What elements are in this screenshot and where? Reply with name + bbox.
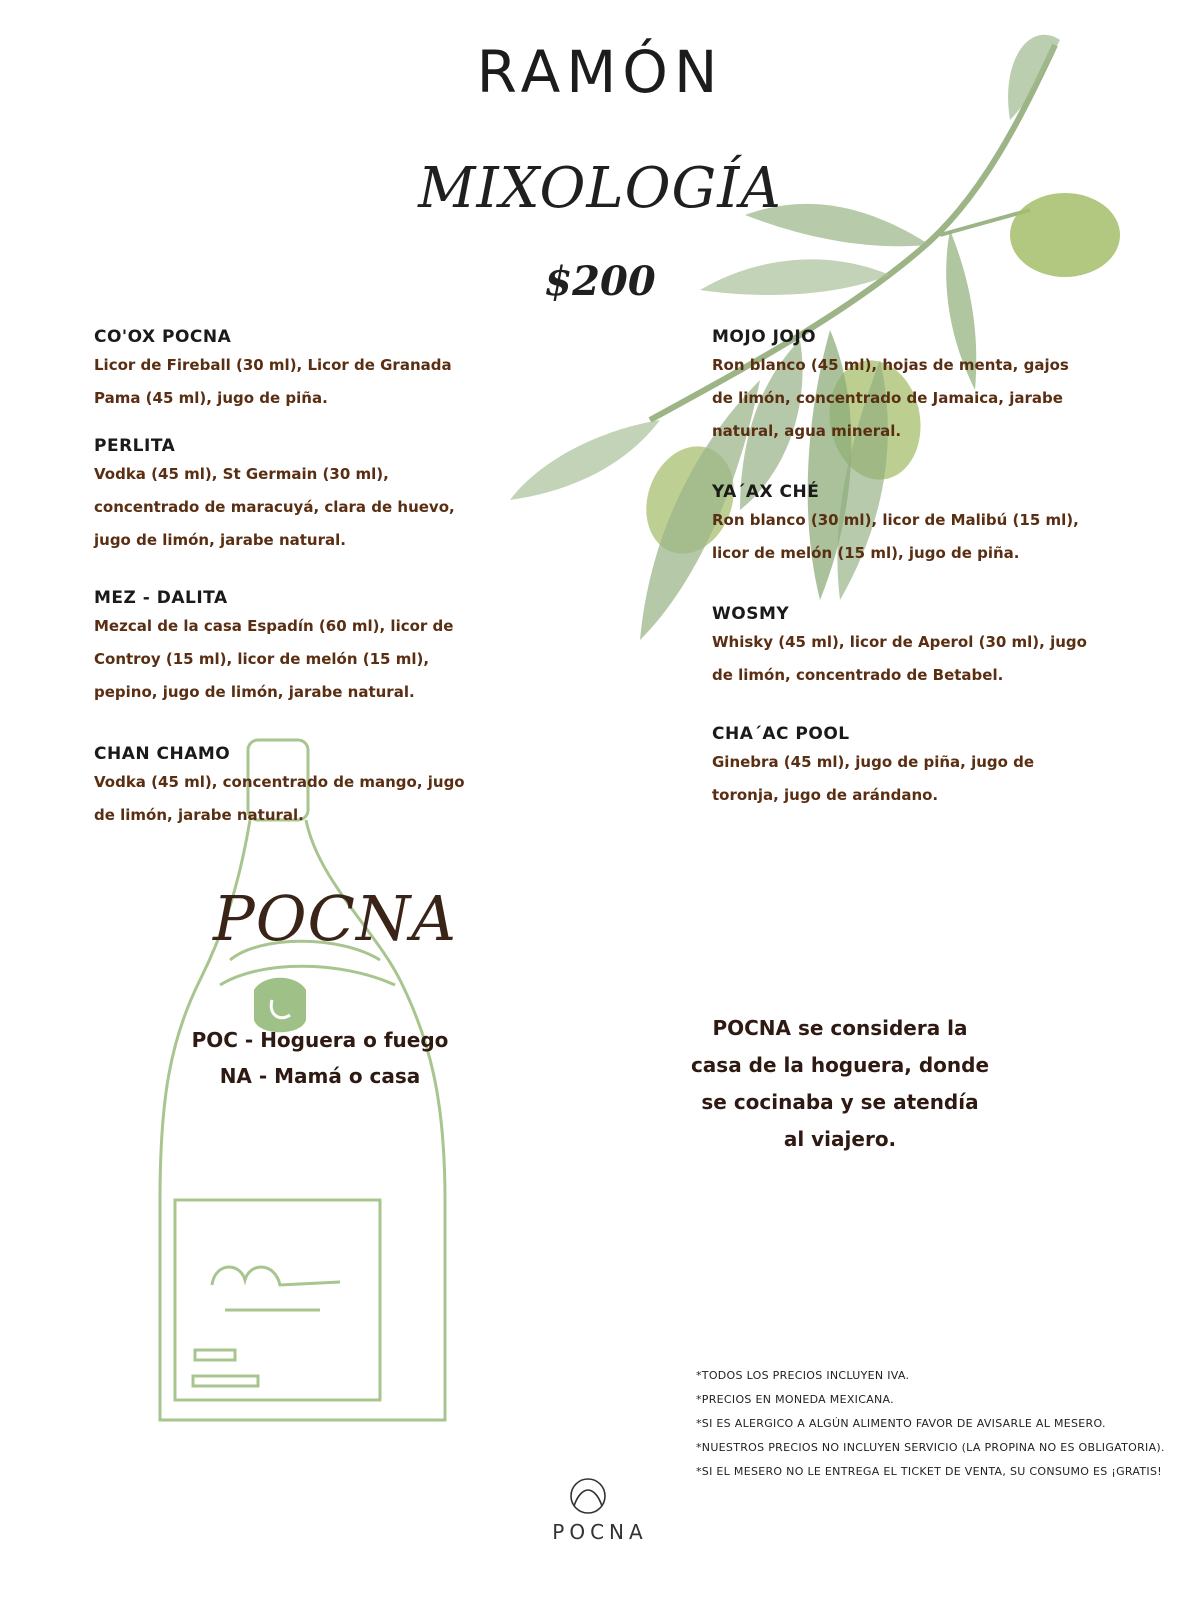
drink-item [712,327,1092,448]
drink-name: MOJO JOJO [712,327,817,347]
drink-name: CO'OX POCNA [94,327,232,347]
note-item: *PRECIOS EN MONEDA MEXICANA. [696,1393,894,1406]
drink-description: Vodka (45 ml), St Germain (30 ml), concentrado de maracuyá, clara de huevo, jugo de limón, jarabe natural. [94,465,455,549]
drink-item [94,588,474,709]
drink-name: CHAN CHAMO [94,744,231,764]
price-label: $200 [544,258,656,305]
note-item: *SI ES ALERGICO A ALGÚN ALIMENTO FAVOR DE AVISARLE AL MESERO. [696,1417,1106,1430]
drink-description: Vodka (45 ml), concentrado de mango, jugo de limón, jarabe natural. [94,773,465,824]
drink-item [94,744,474,832]
drink-name: CHA´AC POOL [712,724,850,744]
drink-item [712,604,1092,692]
pocna-meaning-na: NA - Mamá o casa [219,1064,421,1088]
pocna-meaning-poc: POC - Hoguera o fuego [191,1028,449,1052]
drink-name: YA´AX CHÉ [712,482,820,502]
note-item: *NUESTROS PRECIOS NO INCLUYEN SERVICIO (LA PROPINA NO ES OBLIGATORIA). [696,1441,1165,1454]
note-item: *SI EL MESERO NO LE ENTREGA EL TICKET DE VENTA, SU CONSUMO ES ¡GRATIS! [696,1465,1162,1478]
drink-description: Licor de Fireball (30 ml), Licor de Granada Pama (45 ml), jugo de piña. [94,356,452,407]
pocna-about-text: POCNA se considera la casa de la hoguera, donde se cocinaba y se atendía al viajero. [690,1016,990,1151]
drink-description: Ron blanco (30 ml), licor de Malibú (15 ml), licor de melón (15 ml), jugo de piña. [712,511,1079,562]
drink-description: Mezcal de la casa Espadín (60 ml), licor de Controy (15 ml), licor de melón (15 ml), pepino, jugo de limón, jarabe natural. [94,617,454,701]
drink-name: PERLITA [94,436,176,456]
drink-name: WOSMY [712,604,790,624]
drink-item [94,327,474,415]
pocna-logo-icon [568,1476,608,1516]
drink-description: Whisky (45 ml), licor de Aperol (30 ml), jugo de limón, concentrado de Betabel. [712,633,1087,684]
section-title: MIXOLOGÍA [418,156,782,221]
drink-item [712,724,1092,812]
footer-logo-text: POCNA [552,1520,648,1544]
drink-description: Ron blanco (45 ml), hojas de menta, gajos de limón, concentrado de Jamaica, jarabe natural, agua mineral. [712,356,1069,440]
drink-name: MEZ - DALITA [94,588,228,608]
note-item: *TODOS LOS PRECIOS INCLUYEN IVA. [696,1369,910,1382]
brand-title: RAMÓN [476,38,724,106]
drink-item [712,482,1092,570]
drink-description: Ginebra (45 ml), jugo de piña, jugo de toronja, jugo de arándano. [712,753,1035,804]
pocna-title: POCNA [213,882,458,955]
notes-list [696,1364,1176,1484]
drink-item [94,436,474,557]
